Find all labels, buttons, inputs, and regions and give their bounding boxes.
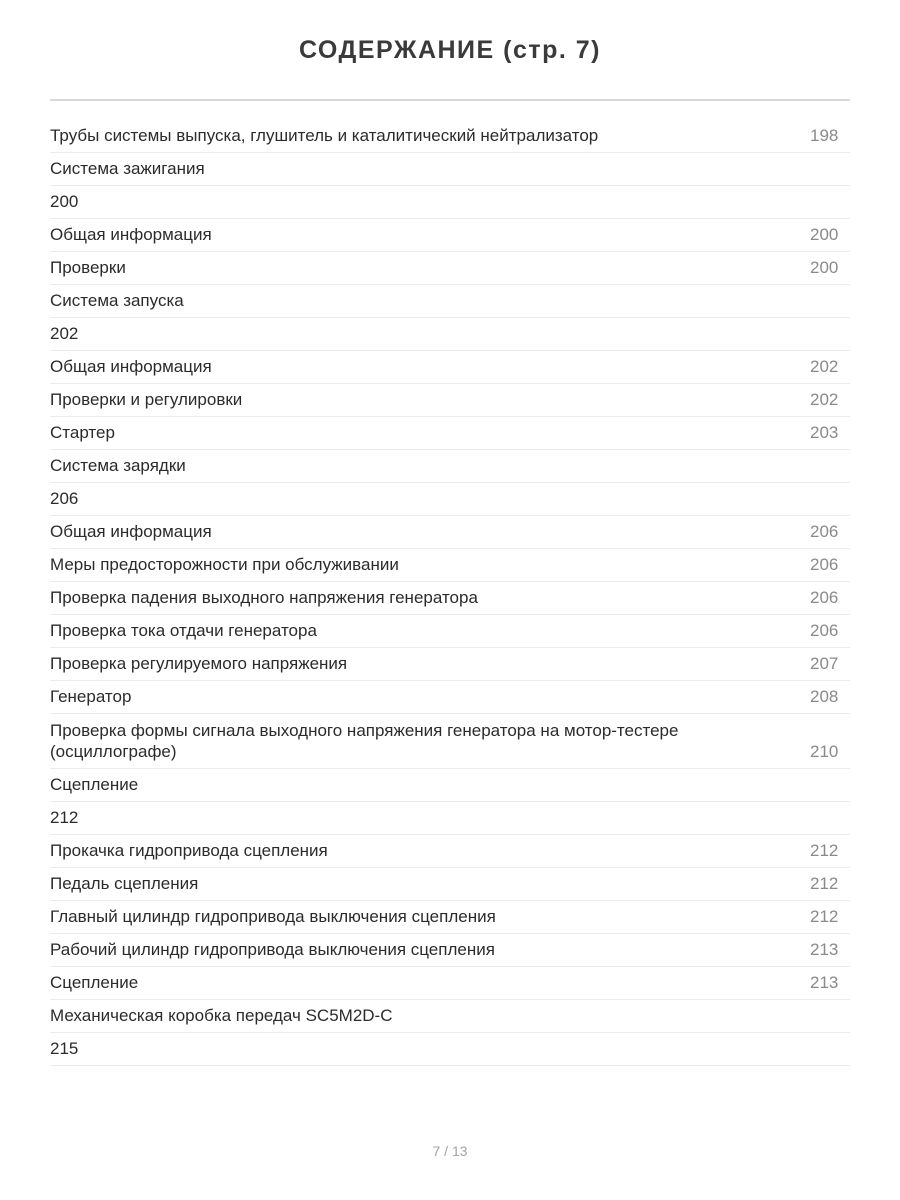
toc-entry-page-number: 208 [810,687,839,706]
toc-entry[interactable] [50,934,850,967]
toc-entry-page-number: 207 [810,654,839,673]
toc-entry[interactable] [50,901,850,934]
toc-entry-page-number: 203 [810,423,839,442]
toc-entry-page-number: 213 [810,940,839,959]
toc-entry[interactable] [50,417,850,450]
toc-entry-title: Общая информация [50,357,212,376]
toc-entry-title: Педаль сцепления [50,874,199,893]
toc-entry[interactable] [50,681,850,714]
toc-entry[interactable] [50,285,850,318]
toc-entry-title: 215 [50,1039,79,1058]
toc-entry[interactable] [50,483,850,516]
page-title: СОДЕРЖАНИЕ (стр. 7) [298,36,602,64]
toc-entry[interactable] [50,153,850,186]
toc-entry-title: Система запуска [50,291,184,310]
toc-entry-title: 200 [50,192,79,211]
toc-entry[interactable] [50,615,850,648]
toc-entry-page-number: 200 [810,225,839,244]
toc-entry[interactable] [50,318,850,351]
toc-entry-page-number: 212 [810,874,839,893]
toc-entry[interactable] [50,1000,850,1033]
title-divider [50,99,850,101]
toc-entry[interactable] [50,1033,850,1066]
toc-entry[interactable] [50,835,850,868]
toc-entry[interactable] [50,648,850,681]
toc-entry-title: Меры предосторожности при обслуживании [50,555,399,574]
toc-entry-title: 206 [50,489,79,508]
table-of-contents [50,120,850,1066]
toc-entry-page-number: 212 [810,907,839,926]
toc-entry[interactable] [50,516,850,549]
toc-entry-title: 202 [50,324,79,343]
toc-entry[interactable] [50,450,850,483]
toc-entry[interactable] [50,769,850,802]
toc-entry[interactable] [50,384,850,417]
toc-entry-title: Проверка тока отдачи генератора [50,621,317,640]
toc-entry-title: 212 [50,808,79,827]
toc-entry-page-number: 200 [810,258,839,277]
toc-entry-page-number: 210 [810,742,839,761]
toc-entry[interactable] [50,120,850,153]
toc-entry-page-number: 206 [810,588,839,607]
toc-entry-title: Рабочий цилиндр гидропривода выключения сцепления [50,940,495,959]
toc-entry-title: Сцепление [50,973,139,992]
toc-entry[interactable] [50,252,850,285]
toc-entry-title: Сцепление [50,775,139,794]
toc-entry-title: Проверка падения выходного напряжения генератора [50,588,478,607]
toc-entry[interactable] [50,351,850,384]
toc-entry-title: Главный цилиндр гидропривода выключения сцепления [50,907,496,926]
toc-entry[interactable] [50,714,850,769]
toc-entry-page-number: 206 [810,621,839,640]
toc-entry-title: Стартер [50,423,115,442]
toc-entry-title: Механическая коробка передач SC5M2D-C [50,1006,393,1025]
toc-entry-title: Проверки и регулировки [50,390,243,409]
toc-entry-title: Генератор [50,687,132,706]
toc-entry[interactable] [50,186,850,219]
toc-entry-page-number: 206 [810,555,839,574]
toc-entry-page-number: 206 [810,522,839,541]
toc-entry-title: Проверка регулируемого напряжения [50,654,348,673]
toc-entry-title: Система зарядки [50,456,186,475]
toc-entry-title: Прокачка гидропривода сцепления [50,841,328,860]
toc-entry-title: Система зажигания [50,159,205,178]
toc-entry-page-number: 198 [810,126,839,145]
toc-entry[interactable] [50,582,850,615]
toc-entry-title: Общая информация [50,225,212,244]
toc-entry-page-number: 212 [810,841,839,860]
toc-entry-title: Общая информация [50,522,212,541]
page-indicator: 7 / 13 [432,1143,468,1159]
toc-entry[interactable] [50,802,850,835]
toc-entry-page-number: 202 [810,390,839,409]
toc-entry[interactable] [50,549,850,582]
toc-entry[interactable] [50,967,850,1000]
toc-entry[interactable] [50,868,850,901]
toc-entry-page-number: 213 [810,973,839,992]
toc-entry-title: Трубы системы выпуска, глушитель и каталитический нейтрализатор [50,126,599,145]
toc-entry[interactable] [50,219,850,252]
toc-entry-title: Проверки [50,258,126,277]
toc-entry-title: Проверка формы сигнала выходного напряжения генератора на мотор-тестере (осциллографе) [50,721,679,761]
toc-entry-page-number: 202 [810,357,839,376]
